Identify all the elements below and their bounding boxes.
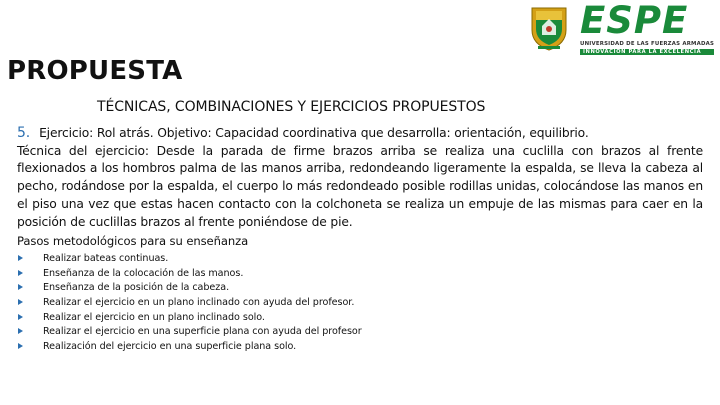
list-item: Enseñanza de la posición de la cabeza.	[17, 280, 362, 295]
triangle-bullet-icon	[17, 326, 43, 337]
exercise-header: Ejercicio: Rol atrás. Objetivo: Capacidad coordinativa que desarrolla: orientación, equilibrio.	[39, 126, 589, 140]
triangle-bullet-icon	[17, 282, 43, 293]
university-crest-icon	[524, 2, 574, 52]
list-item: Realizar bateas continuas.	[17, 251, 362, 266]
exercise-technique: Técnica del ejercicio: Desde la parada de firme brazos arriba se realiza una cuclilla con brazos al frente flexionados a los hombros palma de las manos arriba, redondeando ligeramente la espalda, se lleva la cabeza al pecho, rodándose por la espalda, el cuerpo lo más redondeado posible rodillas unidas, colocándose las manos en el piso una vez que estas hacen contacto con la colchoneta se realiza un empuje de las mismas para caer en la posición de cuclillas brazos al frente poniéndose de pie.	[17, 143, 703, 229]
triangle-bullet-icon	[17, 297, 43, 308]
steps-heading: Pasos metodológicos para su enseñanza	[17, 234, 249, 248]
list-item: Realizar el ejercicio en un plano inclinado con ayuda del profesor.	[17, 295, 362, 310]
list-item: Realización del ejercicio en una superficie plana solo.	[17, 339, 362, 354]
triangle-bullet-icon	[17, 268, 43, 279]
section-subtitle: TÉCNICAS, COMBINACIONES Y EJERCICIOS PROPUESTOS	[97, 99, 486, 115]
triangle-bullet-icon	[17, 312, 43, 323]
list-item: Realizar el ejercicio en un plano inclinado solo.	[17, 310, 362, 325]
steps-list	[17, 251, 362, 354]
exercise-header-line	[17, 125, 703, 143]
exercise-description	[17, 125, 703, 231]
triangle-bullet-icon	[17, 341, 43, 352]
exercise-number: 5.	[17, 125, 31, 141]
espe-logo	[524, 2, 720, 54]
list-item: Enseñanza de la colocación de las manos.	[17, 266, 362, 281]
page-title: PROPUESTA	[7, 56, 183, 86]
university-name: UNIVERSIDAD DE LAS FUERZAS ARMADAS	[580, 41, 715, 47]
list-item: Realizar el ejercicio en una superficie plana con ayuda del profesor	[17, 324, 362, 339]
university-tagline: INNOVACIÓN PARA LA EXCELENCIA	[580, 49, 714, 55]
brand-wordmark: ESPE	[580, 0, 689, 42]
triangle-bullet-icon	[17, 253, 43, 264]
